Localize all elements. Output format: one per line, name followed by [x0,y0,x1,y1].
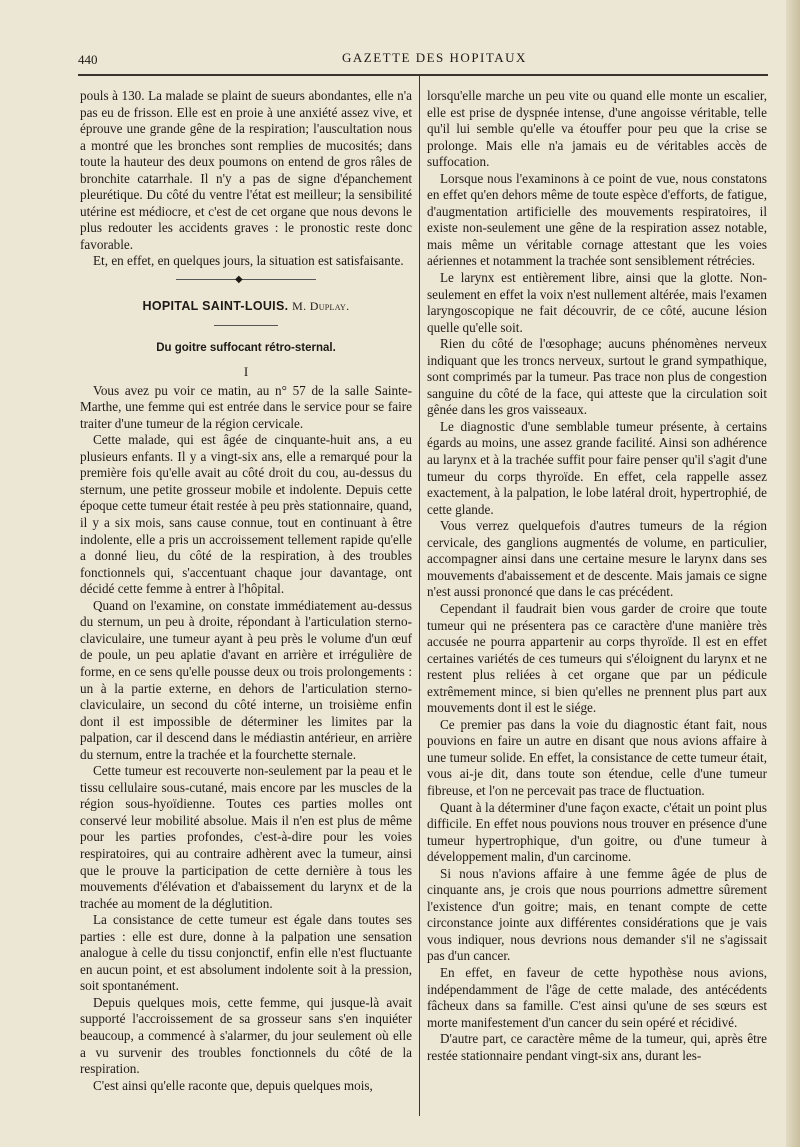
paragraph: Le larynx est entièrement libre, ainsi que la glotte. Non-seulement en effet la voix n'est nullement altérée, mais l'examen laryngoscopique ne fait découvrir, de ce côté, aucune lésion quelle qu'elle soit. [427,270,767,335]
paragraph: Le diagnostic d'une semblable tumeur présente, à certains égards au moins, une assez grande facilité. Ainsi son adhérence au larynx et à la trachée suffit pour faire penser qu'il s'agit d'une tumeur du corps thyroïde. En effet, cela rappelle assez exactement, à la palpation, le lobe latéral droit, hypertrophié, de cette glande. [427,418,767,517]
paragraph: Si nous n'avions affaire à une femme âgée de plus de cinquante ans, je crois que nous pourrions admettre sûrement l'existence d'un goitre; mais, en tenant compte de cette circonstance jointe aux différentes considérations que je vais vous indiquer, nous devrions nous demander s'il ne s'agissait pas d'un cancer. [427,865,767,964]
separator-ornament: ◆ [235,274,243,286]
right-column [427,88,767,1064]
paragraph: Vous avez pu voir ce matin, au n° 57 de la salle Sainte-Marthe, une femme qui est entrée dans le service pour se faire traiter d'une tumeur de la région cervicale. [80,382,412,431]
left-column [80,88,412,1094]
paragraph: En effet, en faveur de cette hypothèse nous avions, indépendamment de l'âge de cette malade, des antécédents fâcheux dans sa famille. C'est ainsi qu'une de ses sœurs est morte manifestement d'un cancer du sein opéré et récidivé. [427,964,767,1030]
heading-rule [214,325,278,326]
paragraph: lorsqu'elle marche un peu vite ou quand elle monte un escalier, elle est prise de dyspnée intense, d'une angoisse véritable, telle qu'il lui semble qu'elle va étouffer pour peu que la crise se prolonge. Mais elle n'a jamais eu de véritables accès de suffocation. [427,88,767,170]
paragraph: C'est ainsi qu'elle raconte que, depuis quelques mois, [93,1077,373,1093]
paragraph: La consistance de cette tumeur est égale dans toutes ses parties : elle est dure, donne à la palpation une sensation analogue à celle du tissu conjonctif, enfin elle n'est fluctuante en aucun point, et est absolument indolente soit à la pression, soit spontanément. [80,912,412,994]
paragraph: Vous verrez quelquefois d'autres tumeurs de la région cervicale, des ganglions augmentés de volume, en particulier, accompagner ainsi dans une certaine mesure le larynx dans ses mouvements d'abaissement et de descente. Mais jamais ce signe n'est aussi prononcé que dans le cas précédent. [427,518,767,600]
separator-line [176,279,316,280]
header-rule [78,74,768,76]
paragraph: Cependant il faudrait bien vous garder de croire que toute tumeur qui ne présentera pas ce caractère d'une manière très accusée ne pourra appartenir au corps thyroïde. Il est en effet certaines variétés de ces tumeurs qui s'éloignent du larynx et ne restent plus reliées à cet organe que par un pédicule extrêmement mince, si bien qu'elles ne prennent plus part aux mouvements dont il est le siége. [427,600,767,716]
paragraph: pouls à 130. La malade se plaint de sueurs abondantes, elle n'a pas eu de frisson. Elle est en proie à une anxiété assez vive, et éprouve une grande gêne de la respiration; l'auscultation nous a montré que les bronches sont remplies de mucosités; dans toute la hauteur des deux poumons on entend de gros râles de bronchite catarrhale. Il n'y a pas de signe d'épanchement pleurétique. Du côté du ventre l'état est meilleur; la sensibilité utérine est médiocre, et c'est de cet organe que nous devons le plus redouter les accidents graves : le pronostic reste donc favorable. [80,88,412,252]
doctor-name: M. Duplay. [292,299,350,314]
paragraph: Cette malade, qui est âgée de cinquante-huit ans, a eu plusieurs enfants. Il y a vingt-six ans, elle a remarqué pour la première fois qu'elle avait au côté droit du cou, au-dessus du sternum, une petite grosseur mobile et indolente. Depuis cette époque cette tumeur était restée à peu près stationnaire, quand, il y a six mois, sans cause connue, tout en continuant à être indolente, elle a pris un accroissement tellement rapide qu'elle a donné lieu, du côté de la respiration, à des troubles fonctionnels qui, s'accentuant chaque jour davantage, ont décidé cette femme à entrer à l'hôpital. [80,432,412,597]
paragraph: Quant à la déterminer d'une façon exacte, c'était un point plus difficile. En effet nous pouvions nous trouver en présence d'une tumeur hypertrophique, d'un goitre, ou d'une tumeur à développement malin, d'un carcinome. [427,799,767,865]
hospital-heading [80,298,412,315]
page-header [60,48,770,72]
article-title: Du goitre suffocant rétro-sternal. [156,341,336,354]
section-number: I [243,364,249,380]
paragraph: Rien du côté de l'œsophage; aucuns phénomènes nerveux indiquant que les troncs nerveux, surtout le grand sympathique, sont comprimés par la tumeur. Pas trace non plus de congestion sanguine du côté de la face, qui atteste que la circulation soit gênée dans les gros vaisseaux. [427,336,767,418]
column-divider [419,76,420,1116]
paragraph: D'autre part, ce caractère même de la tumeur, qui, après être restée stationnaire pendant vingt-six ans, durant les- [427,1031,767,1063]
page-number: 440 [78,52,98,67]
journal-title: GAZETTE DES HOPITAUX [342,50,527,65]
paragraph: Lorsque nous l'examinons à ce point de vue, nous constatons en effet qu'en dehors même de toute espèce d'efforts, de fatigue, d'augmentation artificielle des mouvements respiratoires, il existe non-seulement une gêne de la respiration assez notable, mais même un véritable cornage attestant que les voies aériennes et notamment la trachée sont sensiblement rétrécies. [427,170,767,269]
section-separator [80,270,412,292]
page-edge [786,0,800,1147]
paragraph: Et, en effet, en quelques jours, la situation est satisfaisante. [93,253,404,269]
hospital-name: HOPITAL SAINT-LOUIS. [142,299,289,314]
paragraph: Depuis quelques mois, cette femme, qui jusque-là avait supporté l'accroissement de sa grosseur sans s'en inquiéter beaucoup, a commencé à s'alarmer, du jour seulement où elle a vu survenir des troubles fonctionnels du côté de la respiration. [80,994,412,1077]
paragraph: Cette tumeur est recouverte non-seulement par la peau et le tissu cellulaire sous-cutané, mais encore par les muscles de la région sous-hyoïdienne. Toutes ces parties molles ont conservé leur mobilité absolue. Mais il n'en est plus de même pour les parties profondes, c'est-à-dire pour les voies respiratoires, qui au contraire adhèrent avec la tumeur, ainsi que le prouve la participation de cette dernière à tous les mouvements d'élévation et d'abaissement du larynx et de la trachée au moment de la déglutition. [80,763,412,911]
paragraph: Ce premier pas dans la voie du diagnostic étant fait, nous pouvions en faire un autre en disant que nous avions affaire à une tumeur solide. En effet, la consistance de cette tumeur était, vous ai-je dit, dans toute son étendue, celle d'une tumeur fibreuse, et l'on ne percevait pas trace de fluctuation. [427,716,767,798]
paragraph: Quand on l'examine, on constate immédiatement au-dessus du sternum, un peu à droite, répondant à l'articulation sterno-claviculaire, une tumeur ayant à peu près le volume d'un œuf de poule, un peu aplatie d'avant en arrière et irrégulière de forme, en ce sens qu'elle pousse deux ou trois prolongements : un à la partie externe, en dehors de l'articulation sterno-claviculaire, un second du côté interne, un troisième enfin dont il est impossible de déterminer les limites par la palpation, car il descend dans le médiastin antérieur, en arrière du sternum, entre la trachée et la fourchette sternale. [80,597,412,762]
